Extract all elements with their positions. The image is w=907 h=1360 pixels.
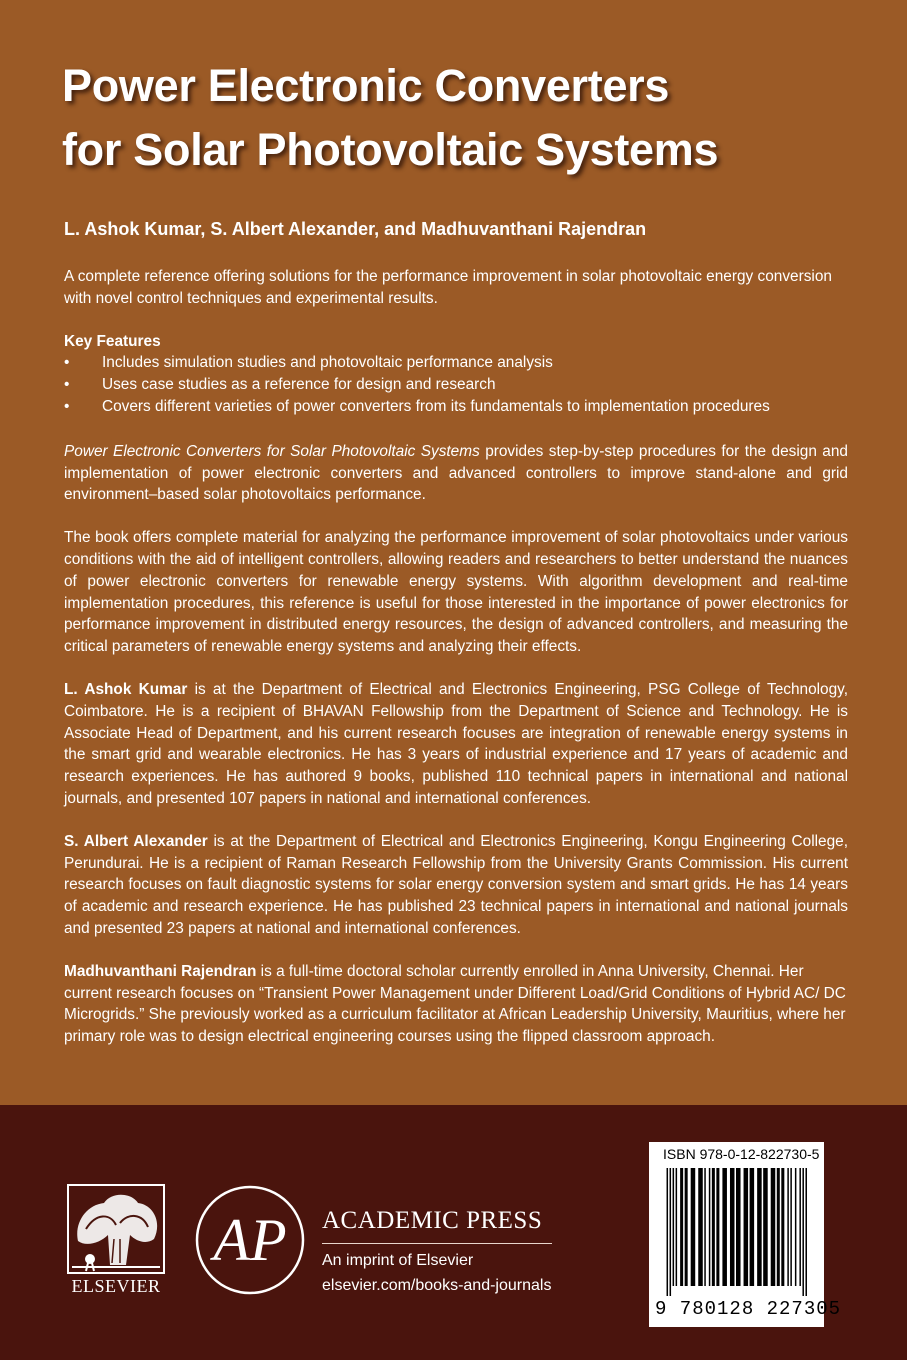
feature-text: Covers different varieties of power converters from its fundamentals to implementation procedures [102, 397, 770, 415]
publisher-imprint: An imprint of Elsevier [322, 1252, 474, 1269]
barcode-bar [709, 1168, 711, 1286]
list-item [64, 374, 848, 396]
author-bio-2 [64, 831, 848, 940]
author-bio-1 [64, 679, 848, 810]
publisher-url: elsevier.com/books-and-journals [322, 1277, 552, 1294]
barcode-bar [757, 1168, 762, 1286]
bio-text: is a full-time doctoral scholar currently enrolled in Anna University, Chennai. Her current research focuses on “Transient Power Management under Different Load/Grid Conditions of Hybrid AC/ DC Microgrids.” She previously worked as a curriculum facilitator at African Leadership University, Mauritius, where her primary role was to design electrical engineering courses using the flipped classroom approach. [64, 962, 846, 1046]
barcode-bar [787, 1168, 789, 1286]
list-item [64, 352, 848, 374]
publisher-divider [322, 1243, 552, 1244]
barcode-bar [712, 1168, 715, 1286]
barcode-bar [676, 1168, 678, 1286]
barcode-bar [805, 1168, 807, 1296]
bullet: • [64, 354, 70, 372]
isbn-barcode [649, 1142, 842, 1327]
author-bio-3 [64, 961, 848, 1048]
bullet: • [64, 376, 70, 394]
key-features-heading: Key Features [64, 332, 161, 350]
author-name: Madhuvanthani Rajendran [64, 962, 257, 980]
bio-text: is at the Department of Electrical and Electronics Engineering, Kongu Engineering College, Perundurai. He is a recipient of Raman Research Fellowship from the University Grants Commission. His current research focuses on fault diagnostic systems for solar energy conversion system and smart grids. He has 14 years of academic and research experience. He has published 23 technical papers in international and national journals and presented 23 papers at national and international conferences. [64, 832, 848, 937]
barcode-bar [716, 1168, 719, 1286]
barcode-bar [670, 1168, 672, 1296]
author-name: S. Albert Alexander [64, 832, 208, 850]
book-title-italic: Power Electronic Converters for Solar Photovoltaic Systems [64, 442, 480, 460]
barcode-bar [744, 1168, 749, 1286]
list-item [64, 396, 848, 418]
barcode-bar [802, 1168, 804, 1296]
bullet: • [64, 397, 70, 415]
feature-text: Uses case studies as a reference for design and research [102, 376, 496, 394]
bio-text: is at the Department of Electrical and Electronics Engineering, PSG College of Technology, Coimbatore. He is a recipient of BHAVAN Fellowship from the Department of Science and Technology. He is Associate Head of Department, and his current research focuses are integration of renewable energy systems in the smart grid and wearable electronics. He has 3 years of industrial experience and 17 years of academic and research experiences. He has authored 9 books, published 110 technical papers in international and national journals, and presented 107 papers in national and international conferences. [64, 680, 848, 807]
barcode-digits: 9 780128 227305 [655, 1298, 842, 1320]
intro-paragraph: A complete reference offering solutions for the performance improvement in solar photovoltaic energy conversion with novel control techniques and experimental results. [64, 268, 832, 307]
barcode-bar [777, 1168, 780, 1286]
title-line-2: for Solar Photovoltaic Systems [62, 124, 719, 175]
barcode-bar [685, 1168, 688, 1286]
barcode-bar [667, 1168, 669, 1296]
barcode-bar [736, 1168, 741, 1286]
elsevier-label: ELSEVIER [71, 1276, 161, 1296]
barcode-bar [722, 1168, 727, 1286]
barcode-bar [691, 1168, 696, 1286]
barcode-bars [662, 1168, 810, 1296]
barcode-bar [704, 1168, 706, 1286]
description-paragraph-1 [64, 441, 848, 506]
author-name: L. Ashok Kumar [64, 680, 188, 698]
ap-monogram: AP [213, 1207, 287, 1273]
feature-text: Includes simulation studies and photovoltaic performance analysis [102, 354, 553, 372]
authors-line: L. Ashok Kumar, S. Albert Alexander, and Madhuvanthani Rajendran [64, 219, 647, 239]
key-features-list [64, 352, 848, 417]
title-line-1: Power Electronic Converters [62, 60, 670, 111]
book-title [62, 54, 892, 182]
barcode-bar [781, 1168, 784, 1286]
description-text: provides step-by-step procedures for the design and implementation of power electronic converters and advanced controllers to improve stand-alone and grid environment–based solar photovoltaics performance. [64, 442, 848, 504]
barcode-bar [763, 1168, 768, 1286]
publisher-name: ACADEMIC PRESS [322, 1207, 543, 1234]
barcode-bar [680, 1168, 683, 1286]
description-paragraph-2: The book offers complete material for analyzing the performance improvement of solar photovoltaics under various conditions with the aid of intelligent controllers, allowing readers and researchers to better understand the nuances of power electronic converters for renewable energy systems. With algorithm development and real-time implementation procedures, this reference is useful for those interested in the importance of power electronics for performance improvement in distributed energy resources, the design of advanced controllers, and measuring the critical parameters of renewable energy systems and analyzing their effects. [64, 529, 848, 656]
back-cover-text [64, 266, 848, 1069]
barcode-bar [790, 1168, 792, 1286]
barcode-bar [771, 1168, 776, 1286]
barcode-bar [673, 1168, 675, 1286]
academic-press-logo [194, 1184, 306, 1296]
barcode-bar [750, 1168, 755, 1286]
isbn-label: ISBN 978-0-12-822730-5 [663, 1146, 820, 1162]
barcode-bar [730, 1168, 735, 1286]
barcode-bar [698, 1168, 703, 1286]
barcode-bar [799, 1168, 801, 1286]
barcode-bar [795, 1168, 797, 1286]
